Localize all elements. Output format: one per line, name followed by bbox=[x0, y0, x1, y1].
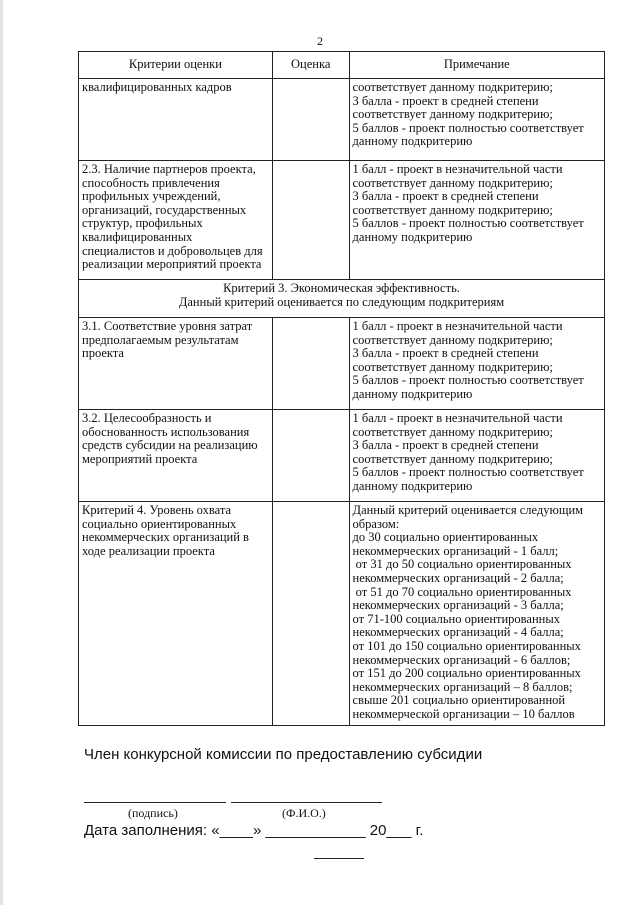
note-line: данному подкритерию bbox=[352, 229, 473, 244]
note-line: соответствует данному подкритерию; bbox=[352, 175, 553, 190]
criterion-line: ходе реализации проекта bbox=[82, 543, 215, 558]
note-line: от 71-100 социально ориентированных bbox=[352, 611, 560, 626]
signature-caption: (подпись) bbox=[128, 806, 178, 820]
criterion-line: некоммерческих организаций в bbox=[82, 530, 249, 545]
score-cell[interactable] bbox=[272, 79, 349, 161]
table-row bbox=[79, 79, 605, 161]
criterion-line: мероприятий проекта bbox=[82, 451, 198, 466]
note-line: 5 баллов - проект полностью соответствует bbox=[352, 120, 584, 135]
criterion-cell bbox=[79, 502, 273, 726]
note-line: от 151 до 200 социально ориентированных bbox=[352, 666, 581, 681]
criterion-title-line: Критерий 3. Экономическая эффективность. bbox=[223, 281, 460, 295]
criterion-line: проекта bbox=[82, 346, 124, 361]
note-line: данному подкритерию bbox=[352, 478, 473, 493]
note-line: от 51 до 70 социально ориентированных bbox=[352, 584, 572, 599]
note-line: до 30 социально ориентированных bbox=[352, 530, 539, 545]
note-line: соответствует данному подкритерию; bbox=[352, 451, 553, 466]
note-line: 1 балл - проект в незначительной части bbox=[352, 162, 563, 176]
criterion-line: 3.2. Целесообразность и bbox=[82, 411, 212, 425]
note-line: 1 балл - проект в незначительной части bbox=[352, 411, 563, 425]
note-cell bbox=[349, 502, 604, 726]
note-cell bbox=[349, 79, 604, 161]
signature-line[interactable] bbox=[84, 802, 226, 803]
note-line: свыше 201 социально ориентированной bbox=[352, 693, 566, 708]
score-cell[interactable] bbox=[272, 410, 349, 502]
note-line: 3 балла - проект в средней степени bbox=[352, 93, 539, 108]
note-line: соответствует данному подкритерию; bbox=[352, 424, 553, 439]
note-cell bbox=[349, 318, 604, 410]
criterion-title-row bbox=[79, 280, 605, 318]
note-line: Данный критерий оценивается следующим bbox=[352, 503, 584, 517]
footer-divider bbox=[314, 858, 364, 859]
criteria-table bbox=[78, 51, 605, 726]
note-line: 5 баллов - проект полностью соответствует bbox=[352, 465, 584, 480]
note-line: некоммерческих организаций - 2 балла; bbox=[352, 570, 564, 585]
criterion-line: квалифицированных bbox=[82, 229, 193, 244]
note-cell bbox=[349, 161, 604, 280]
criterion-cell bbox=[79, 161, 273, 280]
note-cell bbox=[349, 410, 604, 502]
note-line: образом: bbox=[352, 516, 400, 531]
note-line: некоммерческих организаций – 8 баллов; bbox=[352, 679, 573, 694]
criterion-line: организаций, государственных bbox=[82, 202, 247, 217]
note-line: 3 балла - проект в средней степени bbox=[352, 438, 539, 453]
note-line: 1 балл - проект в незначительной части bbox=[352, 319, 563, 333]
note-line: некоммерческих организаций - 6 баллов; bbox=[352, 652, 571, 667]
note-line: некоммерческих организаций - 1 балл; bbox=[352, 543, 559, 558]
criterion-line: квалифицированных кадров bbox=[82, 80, 232, 94]
criterion-line: предполагаемым результатам bbox=[82, 332, 239, 347]
criterion-line: способность привлечения bbox=[82, 175, 220, 190]
scan-edge bbox=[0, 0, 3, 905]
note-line: некоммерческой организации – 10 баллов bbox=[352, 706, 575, 721]
header-criteria: Критерии оценки bbox=[79, 52, 273, 79]
criterion-line: 3.1. Соответствие уровня затрат bbox=[82, 319, 253, 333]
note-line: соответствует данному подкритерию; bbox=[352, 202, 553, 217]
note-line: от 101 до 150 социально ориентированных bbox=[352, 638, 581, 653]
criterion-line: Критерий 4. Уровень охвата bbox=[82, 503, 231, 517]
table-row bbox=[79, 161, 605, 280]
note-line: соответствует данному подкритерию; bbox=[352, 332, 553, 347]
note-line: соответствует данному подкритерию; bbox=[352, 107, 553, 122]
table-header-row bbox=[79, 52, 605, 79]
note-line: некоммерческих организаций - 3 балла; bbox=[352, 598, 564, 613]
note-line: 3 балла - проект в средней степени bbox=[352, 189, 539, 204]
fio-caption: (Ф.И.О.) bbox=[282, 806, 326, 820]
commission-member-label: Член конкурсной комиссии по предоставлению субсидии bbox=[84, 746, 483, 763]
note-line: от 31 до 50 социально ориентированных bbox=[352, 557, 572, 572]
criterion-cell bbox=[79, 410, 273, 502]
fill-date-label: Дата заполнения: «____» ____________ 20___ г. bbox=[84, 822, 424, 839]
table-row bbox=[79, 502, 605, 726]
criterion-line: специалистов и добровольцев для bbox=[82, 243, 263, 258]
note-line: данному подкритерию bbox=[352, 386, 473, 401]
score-cell[interactable] bbox=[272, 318, 349, 410]
criterion-line: обоснованность использования bbox=[82, 424, 250, 439]
table-row bbox=[79, 410, 605, 502]
page-number: 2 bbox=[317, 34, 323, 48]
note-line: 5 баллов - проект полностью соответствует bbox=[352, 216, 584, 231]
header-score: Оценка bbox=[272, 52, 349, 79]
note-line: данному подкритерию bbox=[352, 134, 473, 149]
criterion-title-line: Данный критерий оценивается по следующим подкритериям bbox=[178, 294, 505, 309]
criterion-line: профильных учреждений, bbox=[82, 189, 221, 204]
note-line: соответствует данному подкритерию; bbox=[352, 80, 553, 94]
note-line: 5 баллов - проект полностью соответствует bbox=[352, 373, 584, 388]
fio-line[interactable] bbox=[231, 802, 382, 803]
note-line: некоммерческих организаций - 4 балла; bbox=[352, 625, 564, 640]
score-cell[interactable] bbox=[272, 161, 349, 280]
criterion-line: 2.3. Наличие партнеров проекта, bbox=[82, 162, 256, 176]
criterion-cell bbox=[79, 318, 273, 410]
criterion-line: структур, профильных bbox=[82, 216, 203, 231]
header-note: Примечание bbox=[349, 52, 604, 79]
note-line: соответствует данному подкритерию; bbox=[352, 359, 553, 374]
note-line: 3 балла - проект в средней степени bbox=[352, 346, 539, 361]
score-cell[interactable] bbox=[272, 502, 349, 726]
criterion-line: реализации мероприятий проекта bbox=[82, 257, 262, 272]
criterion-line: средств субсидии на реализацию bbox=[82, 438, 258, 453]
criterion-line: социально ориентированных bbox=[82, 516, 237, 531]
criterion-cell bbox=[79, 79, 273, 161]
criterion-title-cell bbox=[79, 280, 605, 318]
table-row bbox=[79, 318, 605, 410]
